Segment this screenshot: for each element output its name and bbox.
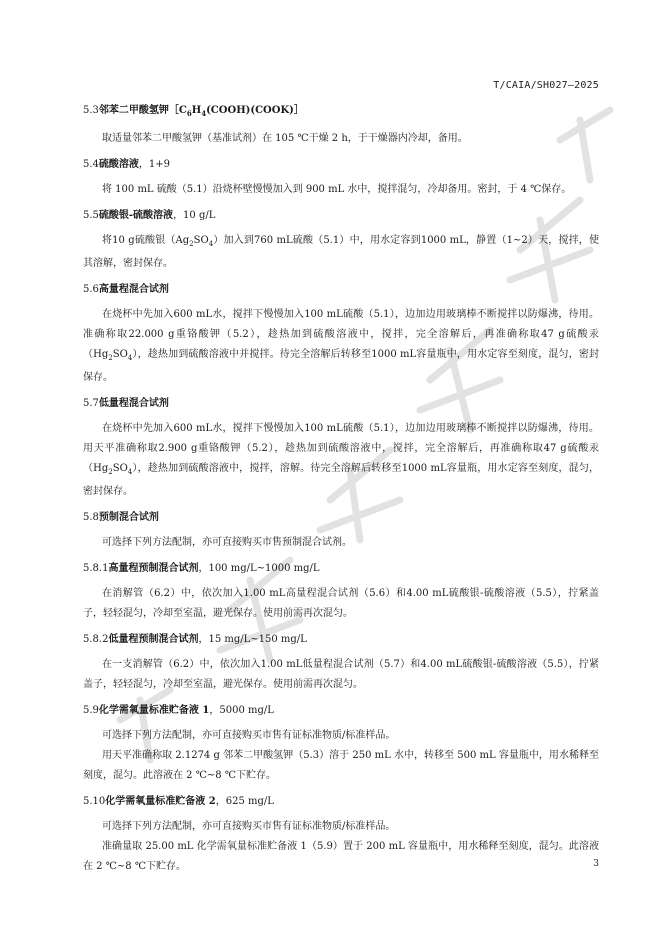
section-title: 高量程预制混合试剂	[108, 563, 199, 574]
page-number: 3	[593, 859, 599, 869]
section-heading	[83, 562, 599, 575]
section-heading	[83, 633, 599, 646]
section-number: 5.3	[83, 105, 99, 116]
section-heading	[83, 795, 599, 808]
section-title: 邻苯二甲酸氢钾$[C_6H_4(COOH)(COOK)]$	[98, 105, 304, 118]
section-title: 硫酸银-硫酸溶液	[98, 210, 174, 221]
paragraph: 用天平准确称取 2.1274 g 邻苯二甲酸氢钾（5.3）溶于 250 mL 水中，转移至 500 mL 容量瓶中，用水稀释至刻度，混匀。此溶液在 2 ℃~8 ℃下贮存。	[83, 750, 599, 781]
section-title-suffix: ，5000 mg/L	[209, 705, 274, 716]
paragraph: 可选择下列方法配制，亦可直接购买市售预制混合试剂。	[102, 537, 352, 548]
section-heading	[83, 158, 599, 171]
section-title-suffix: ，100 mg/L~1000 mg/L	[198, 563, 320, 574]
section-heading	[83, 104, 599, 120]
section-heading	[83, 704, 599, 717]
section-heading	[83, 397, 599, 410]
paragraph: 将 100 mL 硫酸（5.1）沿烧杯壁慢慢加入到 900 mL 水中，搅拌混匀，冷却备用。密封，于 4 ℃保存。	[102, 184, 572, 195]
section-title-suffix: ，1+9	[138, 159, 171, 170]
paragraph: 在一支消解管（6.2）中，依次加入1.00 mL低量程混合试剂（5.7）和4.00 mL硫酸银-硫酸溶液（5.5），拧紧盖子，轻轻混匀，冷却至室温，避光保存。使用前需再次混匀。	[83, 659, 599, 690]
section-number: 5.8.1	[83, 563, 109, 574]
section-title: 低量程混合试剂	[98, 398, 169, 409]
section-heading	[83, 209, 599, 222]
section-heading	[83, 283, 599, 296]
paragraph: 可选择下列方法配制，亦可直接购买市售有证标准物质/标准样品。	[102, 730, 396, 741]
paragraph: 可选择下列方法配制，亦可直接购买市售有证标准物质/标准样品。	[102, 821, 396, 832]
section-number: 5.8.2	[83, 634, 109, 645]
paragraph: 取适量邻苯二甲酸氢钾（基准试剂）在 105 ℃干燥 2 h，于干燥器内冷却，备用。	[102, 133, 468, 144]
section-title-suffix: ，625 mg/L	[215, 796, 274, 807]
section-number: 5.10	[83, 796, 106, 807]
section-title: 预制混合试剂	[98, 512, 159, 523]
document-code: T/CAIA/SH027—2025	[493, 80, 599, 91]
section-number: 5.9	[83, 705, 99, 716]
paragraph: 准确量取 25.00 mL 化学需氧量标准贮备液 1（5.9）置于 200 mL 容量瓶中，用水稀释至刻度，混匀。此溶液在 2 ℃~8 ℃下贮存。	[83, 841, 599, 872]
section-number: 5.6	[83, 284, 99, 295]
section-title: 低量程预制混合试剂	[108, 634, 199, 645]
section-title-suffix: ，10 g/L	[173, 210, 216, 221]
section-number: 5.5	[83, 210, 99, 221]
section-heading	[83, 511, 599, 524]
section-title-suffix: ，15 mg/L~150 mg/L	[198, 634, 307, 645]
paragraph: 在消解管（6.2）中，依次加入1.00 mL高量程混合试剂（5.6）和4.00 mL硫酸银-硫酸溶液（5.5），拧紧盖子，轻轻混匀，冷却至室温，避光保存。使用前需再次混匀。	[83, 588, 599, 619]
section-number: 5.8	[83, 512, 99, 523]
paragraph: 将10 g硫酸银$(Ag_2SO_4)$加入到760 mL硫酸（5.1）中，用水定容到1000 mL，静置（1~2）天，搅拌，使其溶解，密封保存。	[83, 235, 599, 269]
section-title: 高量程混合试剂	[98, 284, 169, 295]
paragraph: 在烧杯中先加入600 mL水，搅拌下慢慢加入100 mL硫酸（5.1），边加边用玻璃棒不断搅拌以防爆沸，待用。用天平准确称取2.900 g重铬酸钾（5.2），趁热加到硫酸溶液中，搅拌，完全溶解后，再准确称取47 g硫酸汞$(Hg_2SO_4)$，趁热加到硫酸溶液中，搅拌，溶解。待完全溶解后转移至1000 mL容量瓶，用水定容至刻度，混匀，密封保存。	[83, 423, 599, 497]
section-number: 5.7	[83, 398, 99, 409]
section-number: 5.4	[83, 159, 99, 170]
paragraph: 在烧杯中先加入600 mL水，搅拌下慢慢加入100 mL硫酸（5.1），边加边用玻璃棒不断搅拌以防爆沸，待用。准确称取22.000 g重铬酸钾（5.2），趁热加到硫酸溶液中，搅拌，完全溶解后，再准确称取47 g硫酸汞$(Hg_2SO_4)$，趁热加到硫酸溶液中并搅拌。待完全溶解后转移至1000 mL容量瓶中，用水定容至刻度，混匀，密封保存。	[83, 309, 599, 383]
document-body	[83, 104, 599, 886]
section-title: 硫酸溶液	[98, 159, 139, 170]
section-title: 化学需氧量标准贮备液 1	[98, 705, 210, 716]
section-title: 化学需氧量标准贮备液 2	[105, 796, 216, 807]
